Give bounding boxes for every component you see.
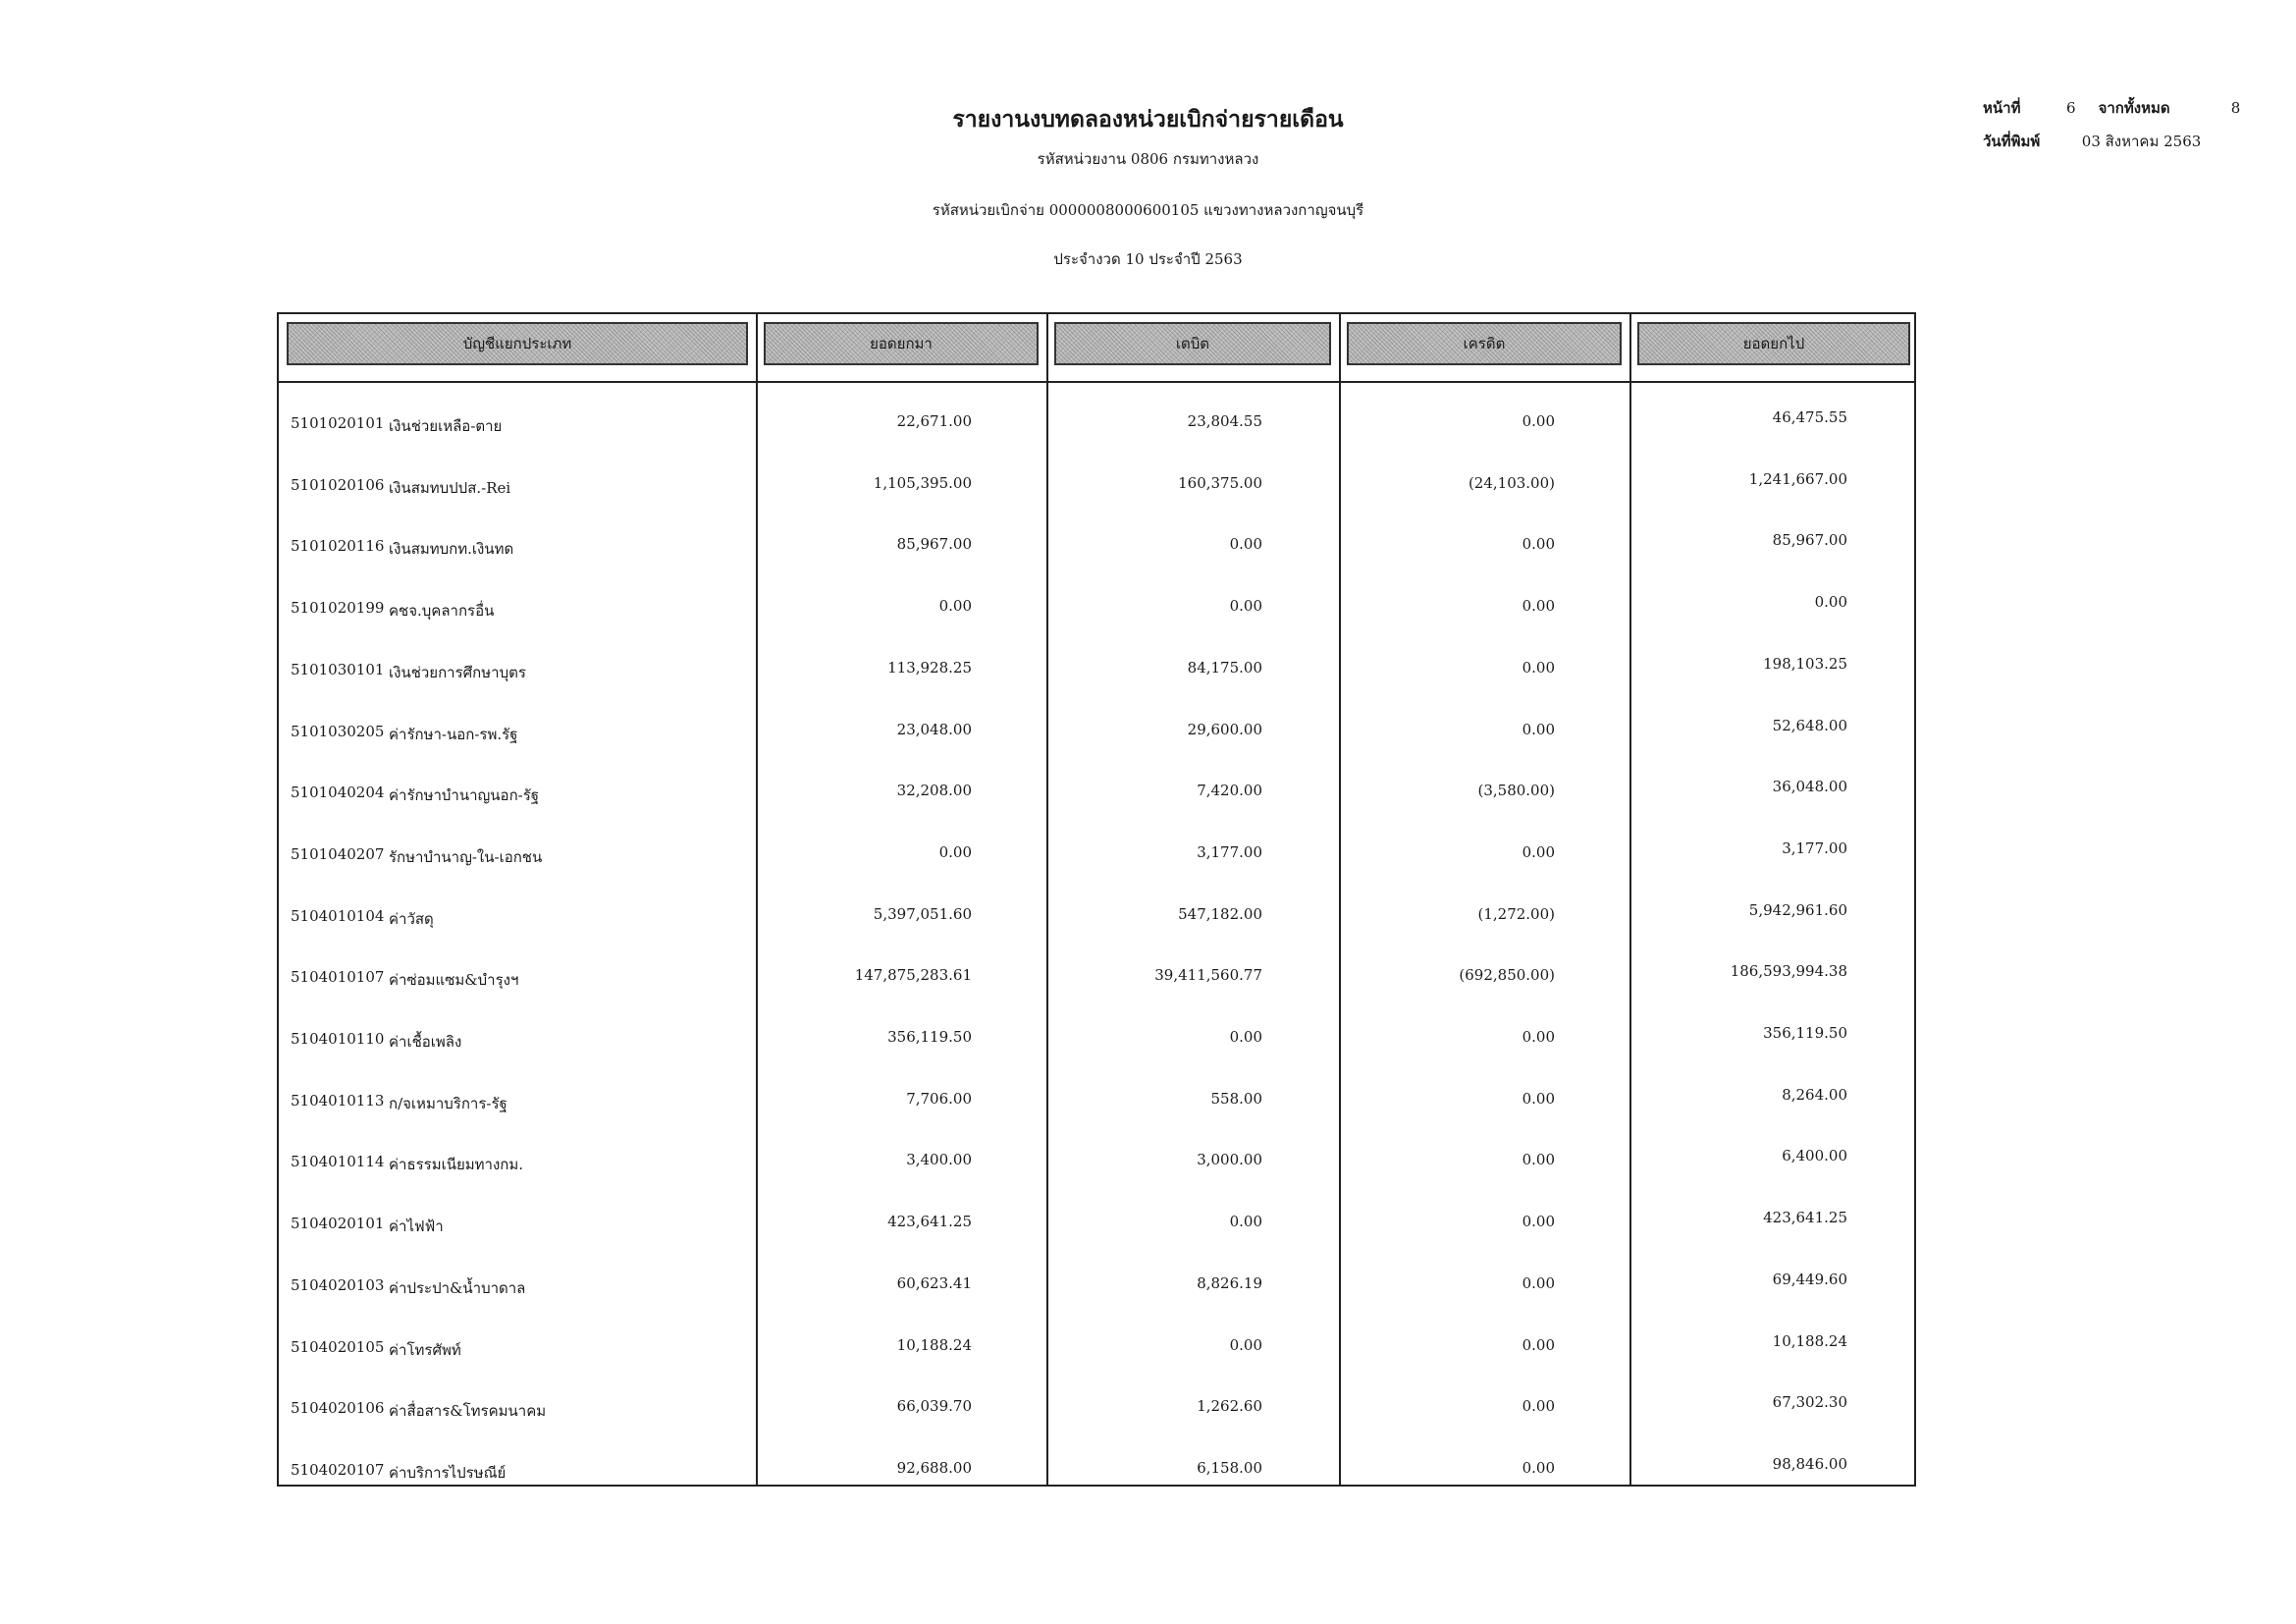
account-code: 5104010114 [291,1153,385,1171]
account-name: ค่าบริการไปรษณีย์ [389,1463,507,1482]
account-code: 5104020105 [291,1337,385,1356]
account-name: ค่าเชื้อเพลิง [389,1033,462,1051]
brought-forward-value: 356,119.50 [887,1028,972,1046]
brought-forward-value: 32,208.00 [896,782,972,800]
table-row [279,1001,1914,1061]
account-name: เงินช่วยการศึกษาบุตร [389,663,526,681]
account-name: เงินช่วยเหลือ-ตาย [389,417,503,435]
account-code: 5104020106 [291,1399,385,1418]
credit-value: 0.00 [1522,1273,1555,1292]
credit-value: 0.00 [1522,658,1555,677]
carried-forward-value: 69,449.60 [1772,1270,1847,1288]
print-date-label: วันที่พิมพ์ [1983,133,2041,150]
debit-value: 8,826.19 [1197,1273,1262,1292]
debit-value: 1,262.60 [1197,1397,1262,1416]
account-name: ค่าประปา&น้ำบาดาล [389,1278,526,1297]
disbursing-unit-line: รหัสหน่วยเบิกจ่าย 0000008000600105 แขวงทางหลวงกาญจนบุรี [932,201,1364,219]
table-row [279,447,1914,508]
debit-value: 0.00 [1229,1213,1262,1231]
account-name: ค่ารักษาบำนาญนอก-รัฐ [389,786,540,805]
brought-forward-value: 92,688.00 [896,1458,972,1477]
carried-forward-value: 6,400.00 [1782,1147,1847,1165]
account-code: 5104020101 [291,1215,385,1233]
account-code: 5101040207 [291,844,385,863]
carried-forward-value: 356,119.50 [1763,1024,1847,1042]
brought-forward-value: 10,188.24 [896,1335,972,1354]
debit-value: 0.00 [1229,1335,1262,1354]
table-row [279,1309,1914,1370]
debit-value: 23,804.55 [1187,412,1262,430]
credit-value: (1,272.00) [1477,904,1555,923]
account-name: ค่าวัสดุ [389,909,434,928]
account-name: ค่าซ่อมแซม&บำรุงฯ [389,971,519,990]
print-date: 03 สิงหาคม 2563 [2081,133,2202,150]
brought-forward-value: 22,671.00 [896,412,972,430]
account-code: 5104020103 [291,1275,385,1294]
credit-value: (24,103.00) [1468,473,1555,492]
brought-forward-value: 113,928.25 [887,658,972,677]
brought-forward-value: 147,875,283.61 [854,966,972,985]
table-row [279,385,1914,446]
account-code: 5101020116 [291,537,385,556]
carried-forward-value: 85,967.00 [1772,531,1847,550]
debit-value: 547,182.00 [1178,904,1262,923]
credit-value: 0.00 [1522,535,1555,554]
debit-value: 84,175.00 [1187,658,1262,677]
carried-forward-value: 67,302.30 [1772,1393,1847,1412]
brought-forward-value: 1,105,395.00 [873,473,972,492]
debit-value: 6,158.00 [1197,1458,1262,1477]
brought-forward-value: 66,039.70 [896,1397,972,1416]
brought-forward-value: 7,706.00 [906,1089,972,1108]
debit-value: 0.00 [1229,1028,1262,1046]
account-name: เงินสมทบปปส.-Rei [389,478,511,497]
carried-forward-value: 186,593,994.38 [1730,962,1847,981]
carried-forward-value: 5,942,961.60 [1748,900,1847,919]
table-row [279,878,1914,939]
carried-forward-value: 0.00 [1814,593,1847,612]
header-divider [279,381,1914,383]
header-brought-forward: ยอดยกมา [764,322,1039,365]
credit-value: 0.00 [1522,1458,1555,1477]
account-code: 5104010113 [291,1091,385,1110]
brought-forward-value: 3,400.00 [906,1151,972,1169]
credit-value: 0.00 [1522,412,1555,430]
account-name: คชจ.บุคลากรอื่น [389,602,495,621]
brought-forward-value: 85,967.00 [896,535,972,554]
carried-forward-value: 36,048.00 [1772,778,1847,796]
carried-forward-value: 423,641.25 [1763,1209,1847,1227]
page-number: 6 [2066,99,2076,117]
brought-forward-value: 0.00 [938,597,972,616]
account-name: ค่ารักษา-นอก-รพ.รัฐ [389,725,518,743]
period-line: ประจำงวด 10 ประจำปี 2563 [1053,250,1243,268]
account-name: ค่าสื่อสาร&โทรคมนาคม [389,1402,547,1421]
table-row [279,508,1914,568]
credit-value: 0.00 [1522,1335,1555,1354]
account-name: ค่าไฟฟ้า [389,1218,444,1236]
credit-value: 0.00 [1522,597,1555,616]
credit-value: 0.00 [1522,1213,1555,1231]
table-row [279,816,1914,877]
table-row [279,1123,1914,1184]
table-row [279,939,1914,1000]
account-code: 5101030101 [291,660,385,678]
debit-value: 0.00 [1229,597,1262,616]
credit-value: (3,580.00) [1477,782,1555,800]
credit-value: 0.00 [1522,720,1555,738]
brought-forward-value: 423,641.25 [887,1213,972,1231]
account-name: รักษาบำนาญ-ใน-เอกชน [389,847,543,866]
account-code: 5101030205 [291,722,385,740]
table-row [279,1432,1914,1492]
debit-value: 3,177.00 [1197,842,1262,861]
account-code: 5101020101 [291,414,385,432]
debit-value: 3,000.00 [1197,1151,1262,1169]
brought-forward-value: 0.00 [938,842,972,861]
report-title: รายงานงบทดลองหน่วยเบิกจ่ายรายเดือน [952,106,1344,133]
account-name: ก/จเหมาบริการ-รัฐ [389,1094,507,1112]
page-label: หน้าที่ [1983,99,2021,117]
total-label: จากทั้งหมด [2098,99,2170,117]
account-code: 5101020106 [291,475,385,494]
debit-value: 29,600.00 [1187,720,1262,738]
account-code: 5104020107 [291,1460,385,1479]
account-name: ค่าธรรมเนียมทางกม. [389,1156,524,1174]
credit-value: 0.00 [1522,842,1555,861]
total-pages: 8 [2230,99,2241,117]
table-row [279,631,1914,692]
account-code: 5101040204 [291,784,385,802]
carried-forward-value: 198,103.25 [1763,654,1847,673]
table-row [279,693,1914,754]
table-row [279,1370,1914,1431]
account-code: 5104010110 [291,1030,385,1048]
debit-value: 7,420.00 [1197,782,1262,800]
brought-forward-value: 23,048.00 [896,720,972,738]
brought-forward-value: 60,623.41 [896,1273,972,1292]
debit-value: 0.00 [1229,535,1262,554]
debit-value: 39,411,560.77 [1154,966,1262,985]
credit-value: 0.00 [1522,1151,1555,1169]
trial-balance-table [277,312,1916,1487]
carried-forward-value: 10,188.24 [1772,1331,1847,1350]
table-row [279,754,1914,815]
carried-forward-value: 46,475.55 [1772,408,1847,426]
account-name: เงินสมทบกท.เงินทด [389,540,514,559]
account-code: 5104010107 [291,968,385,987]
header-account: บัญชีแยกประเภท [287,322,748,365]
account-code: 5101020199 [291,599,385,618]
page-indicator [1983,96,2240,120]
table-row [279,1062,1914,1123]
account-code: 5104010104 [291,906,385,925]
credit-value: (692,850.00) [1459,966,1555,985]
debit-value: 558.00 [1210,1089,1262,1108]
table-row [279,1185,1914,1246]
carried-forward-value: 8,264.00 [1782,1085,1847,1104]
carried-forward-value: 1,241,667.00 [1748,469,1847,488]
credit-value: 0.00 [1522,1089,1555,1108]
brought-forward-value: 5,397,051.60 [873,904,972,923]
debit-value: 160,375.00 [1178,473,1262,492]
carried-forward-value: 3,177.00 [1782,839,1847,857]
header-carried-forward: ยอดยกไป [1637,322,1910,365]
print-date-indicator [1983,130,2239,153]
credit-value: 0.00 [1522,1397,1555,1416]
agency-line: รหัสหน่วยงาน 0806 กรมทางหลวง [1037,150,1259,168]
table-row [279,1247,1914,1308]
table-row [279,569,1914,630]
credit-value: 0.00 [1522,1028,1555,1046]
carried-forward-value: 52,648.00 [1772,716,1847,734]
header-debit: เดบิต [1054,322,1331,365]
carried-forward-value: 98,846.00 [1772,1454,1847,1473]
header-credit: เครดิต [1347,322,1622,365]
account-name: ค่าโทรศัพท์ [389,1340,461,1359]
